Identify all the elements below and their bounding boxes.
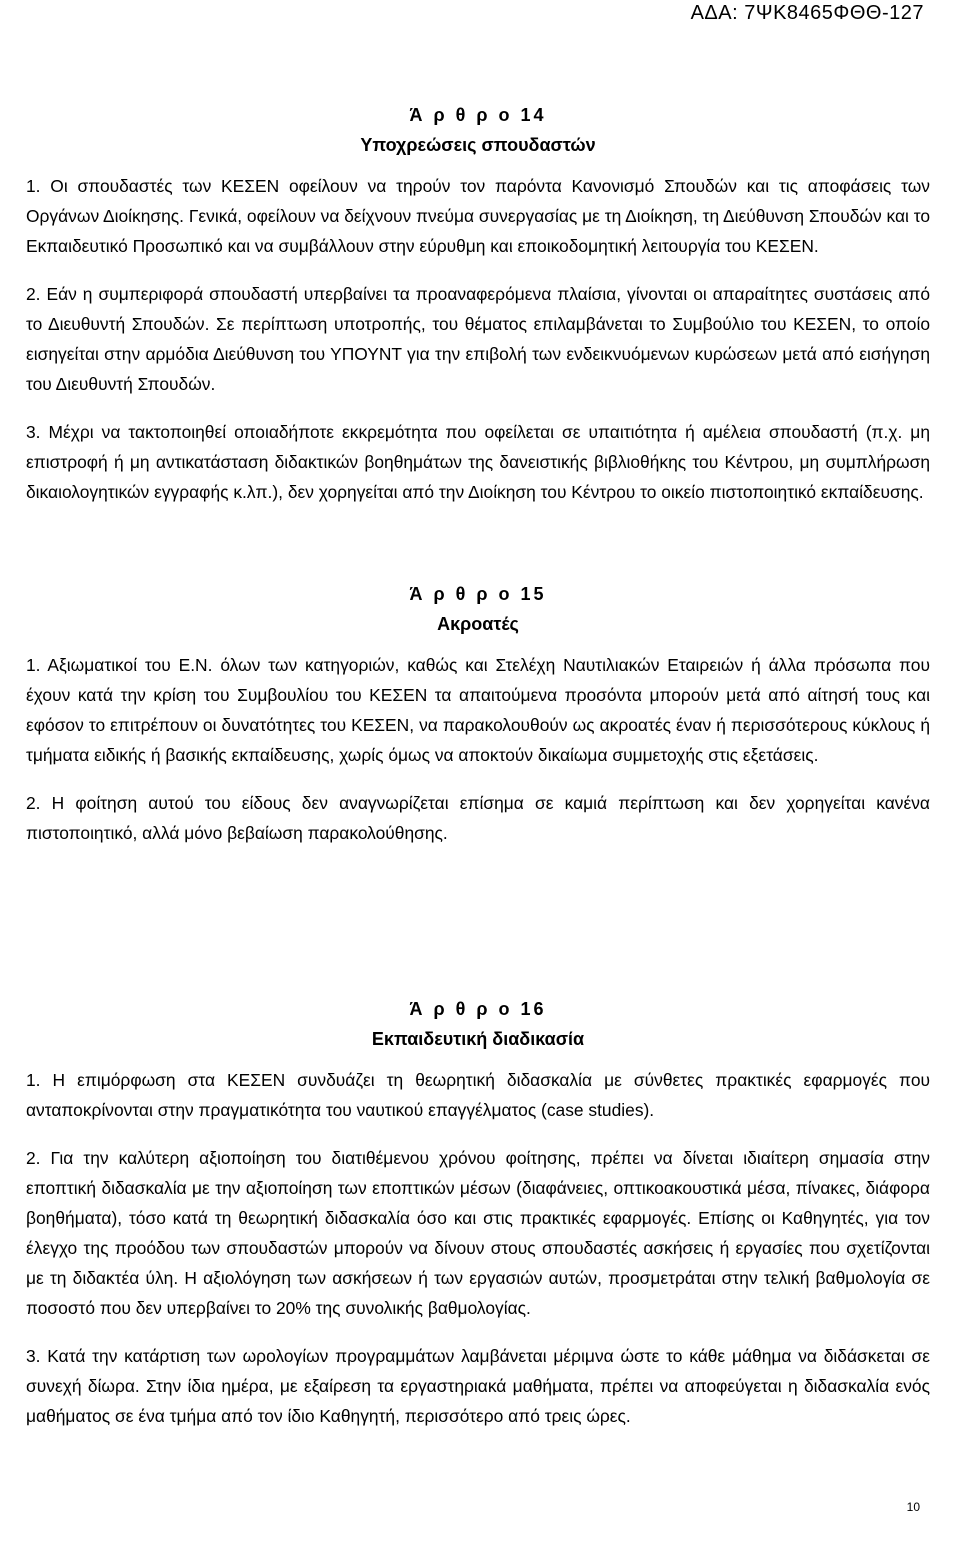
- paragraph: 2. Η φοίτηση αυτού του είδους δεν αναγνωρίζεται επίσημα σε καμιά περίπτωση και δεν χορηγείται κανένα πιστοποιητικό, αλλά μόνο βεβαίωση παρακολούθησης.: [26, 793, 930, 843]
- article-15: [26, 579, 930, 848]
- paragraph: 3. Μέχρι να τακτοποιηθεί οποιαδήποτε εκκρεμότητα που οφείλεται σε υπαιτιότητα ή αμέλεια σπουδαστή (π.χ. μη επιστροφή ή μη αντικατάσταση διδακτικών βοηθημάτων της δανειστικής βιβλιοθήκης του Κέντρου, μη συμπλήρωση δικαιολογητικών εγγραφής κ.λπ.), δεν χορηγείται από την Διοίκηση του Κέντρου το οικείο πιστοποιητικό εκπαίδευσης.: [26, 422, 930, 502]
- page-number: 10: [906, 1500, 920, 1514]
- paragraph: 1. Αξιωματικοί του Ε.Ν. όλων των κατηγοριών, καθώς και Στελέχη Ναυτιλιακών Εταιρειών ή άλλα πρόσωπα που έχουν κατά την κρίση του Συμβουλίου του ΚΕΣΕΝ τα απαιτούμενα προσόντα μπορούν μετά από αίτησή τους και εφόσον το επιτρέπουν οι δυνατότητες του ΚΕΣΕΝ, να παρακολουθούν ως ακροατές έναν ή περισσότερους κύκλους ή τμήματα ειδικής ή βασικής εκπαίδευσης, χωρίς όμως να αποκτούν δικαίωμα συμμετοχής στις εξετάσεις.: [26, 655, 930, 765]
- article-number: Ά ρ θ ρ ο 14: [409, 105, 547, 125]
- article-number: Ά ρ θ ρ ο 16: [409, 999, 547, 1019]
- article-title: Εκπαιδευτική διαδικασία: [371, 1029, 585, 1049]
- paragraph: 1. Οι σπουδαστές των ΚΕΣΕΝ οφείλουν να τηρούν τον παρόντα Κανονισμό Σπουδών και τις αποφάσεις των Οργάνων Διοίκησης. Γενικά, οφείλουν να δείχνουν πνεύμα συνεργασίας με τη Διοίκηση, τη Διεύθυνση Σπουδών και το Εκπαιδευτικό Προσωπικό και να συμβάλλουν στην εύρυθμη και εποικοδομητική λειτουργία του ΚΕΣΕΝ.: [26, 176, 931, 256]
- paragraph: 2. Για την καλύτερη αξιοποίηση του διατιθέμενου χρόνου φοίτησης, πρέπει να δίνεται ιδιαίτερη σημασία στην εποπτική διδασκαλία με την αξιοποίηση των εποπτικών μέσων (διαφάνειες, οπτικοακουστικά μέσα, πίνακες, διάφορα βοηθήματα), τόσο κατά τη θεωρητική διδασκαλία όσο και στις πρακτικές εφαρμογές. Επίσης οι Καθηγητές, για τον έλεγχο της προόδου των σπουδαστών μπορούν να δίνουν στους σπουδαστές ασκήσεις ή εργασίες που σχετίζονται με τη διδακτέα ύλη. Η αξιολόγηση των ασκήσεων ή των εργασιών αυτών, προσμετράται στην τελική βαθμολογία σε ποσοστό που δεν υπερβαίνει το 20% της συνολικής βαθμολογίας.: [26, 1148, 930, 1318]
- article-14: [26, 100, 930, 507]
- article-16: [26, 994, 930, 1431]
- paragraph: 1. Η επιμόρφωση στα ΚΕΣΕΝ συνδυάζει τη θεωρητική διδασκαλία με σύνθετες πρακτικές εφαρμογές που ανταποκρίνονται στην πραγματικότητα του ναυτικού επαγγέλματος (case studies).: [26, 1070, 930, 1120]
- paragraph: 3. Κατά την κατάρτιση των ωρολογίων προγραμμάτων λαμβάνεται μέριμνα ώστε το κάθε μάθημα να διδάσκεται σε συνεχή δίωρα. Στην ίδια ημέρα, με εξαίρεση τα εργαστηριακά μαθήματα, πρέπει να αποφεύγεται η διδασκαλία ενός μαθήματος σε ένα τμήμα από τον ίδιο Καθηγητή, περισσότερο από τρεις ώρες.: [26, 1346, 930, 1426]
- article-number: Ά ρ θ ρ ο 15: [409, 584, 547, 604]
- document-body: [26, 100, 930, 1431]
- article-title: Ακροατές: [437, 614, 519, 634]
- article-title: Υποχρεώσεις σπουδαστών: [360, 135, 596, 155]
- ada-code: ΑΔΑ: 7ΨΚ8465ΦΘΘ-127: [690, 2, 924, 24]
- paragraph: 2. Εάν η συμπεριφορά σπουδαστή υπερβαίνει τα προαναφερόμενα πλαίσια, γίνονται οι απαραίτητες συστάσεις από το Διευθυντή Σπουδών. Σε περίπτωση υποτροπής, του θέματος επιλαμβάνεται το Συμβούλιο του ΚΕΣΕΝ, το οποίο εισηγείται στην αρμόδια Διεύθυνση του ΥΠΟΥΝΤ για την επιβολή των ενδεικνυόμενων κυρώσεων μετά από εισήγηση του Διευθυντή Σπουδών.: [26, 284, 930, 394]
